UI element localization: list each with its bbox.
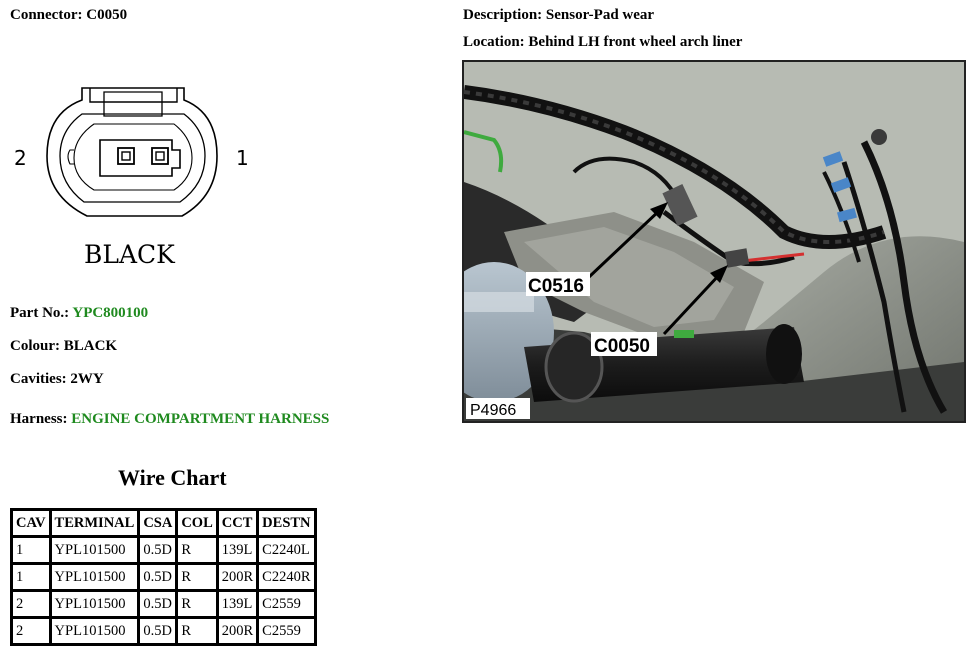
table-row xyxy=(12,618,316,645)
colour-line xyxy=(10,338,117,355)
cell-cav: 1 xyxy=(12,564,51,591)
cell-terminal: YPL101500 xyxy=(50,564,139,591)
cell-csa: 0.5D xyxy=(139,564,177,591)
cell-cav: 1 xyxy=(12,537,51,564)
harness-line xyxy=(10,411,329,428)
cell-cct: 139L xyxy=(217,591,257,618)
connector-line xyxy=(10,7,127,24)
location-photo-drawing xyxy=(464,62,964,421)
diagram-color-label: BLACK xyxy=(84,240,175,269)
table-row xyxy=(12,564,316,591)
connector-diagram xyxy=(12,78,252,283)
description-value: Sensor-Pad wear xyxy=(545,7,655,23)
cell-csa: 0.5D xyxy=(139,591,177,618)
cell-destn: C2240L xyxy=(258,537,315,564)
location-line xyxy=(463,34,742,51)
cell-terminal: YPL101500 xyxy=(50,618,139,645)
cell-terminal: YPL101500 xyxy=(50,591,139,618)
cavities-line xyxy=(10,371,104,388)
col-header-csa: CSA xyxy=(139,510,177,537)
location-label: Location: xyxy=(463,34,525,50)
cell-csa: 0.5D xyxy=(139,537,177,564)
cell-destn: C2240R xyxy=(258,564,315,591)
colour-value: BLACK xyxy=(63,338,118,354)
colour-label: Colour: xyxy=(10,338,60,354)
cell-terminal: YPL101500 xyxy=(50,537,139,564)
location-photo xyxy=(462,60,966,423)
description-line xyxy=(463,7,654,24)
wire-chart-table xyxy=(10,508,317,646)
cell-cav: 2 xyxy=(12,591,51,618)
table-row xyxy=(12,537,316,564)
connector-label: Connector: xyxy=(10,7,83,23)
cell-cct: 200R xyxy=(217,618,257,645)
col-header-cct: CCT xyxy=(217,510,257,537)
table-row xyxy=(12,591,316,618)
callout-c0050: C0050 xyxy=(594,336,650,357)
cell-col: R xyxy=(177,618,217,645)
part-no-line xyxy=(10,305,148,322)
harness-label: Harness: xyxy=(10,411,68,427)
pin-1-label: 1 xyxy=(236,146,249,170)
col-header-terminal: TERMINAL xyxy=(50,510,139,537)
harness-value[interactable]: ENGINE COMPARTMENT HARNESS xyxy=(71,411,330,427)
col-header-cav: CAV xyxy=(12,510,51,537)
wire-chart-title: Wire Chart xyxy=(118,465,227,490)
cavities-label: Cavities: xyxy=(10,371,67,387)
pin-2-label: 2 xyxy=(14,146,27,170)
cell-col: R xyxy=(177,537,217,564)
part-no-label: Part No.: xyxy=(10,305,70,321)
part-no-value[interactable]: YPC800100 xyxy=(72,305,149,321)
cell-cct: 139L xyxy=(217,537,257,564)
col-header-col: COL xyxy=(177,510,217,537)
callout-c0516: C0516 xyxy=(528,276,584,297)
cell-destn: C2559 xyxy=(258,591,315,618)
col-header-destn: DESTN xyxy=(258,510,315,537)
cavities-value: 2WY xyxy=(70,371,104,387)
connector-value: C0050 xyxy=(86,7,128,23)
description-label: Description: xyxy=(463,7,543,23)
cell-cav: 2 xyxy=(12,618,51,645)
cell-destn: C2559 xyxy=(258,618,315,645)
photo-ref-label: P4966 xyxy=(470,402,517,419)
cell-col: R xyxy=(177,564,217,591)
cell-col: R xyxy=(177,591,217,618)
cell-cct: 200R xyxy=(217,564,257,591)
cell-csa: 0.5D xyxy=(139,618,177,645)
connector-face-drawing xyxy=(12,78,252,278)
wire-chart-header-row xyxy=(12,510,316,537)
location-value: Behind LH front wheel arch liner xyxy=(528,34,743,50)
